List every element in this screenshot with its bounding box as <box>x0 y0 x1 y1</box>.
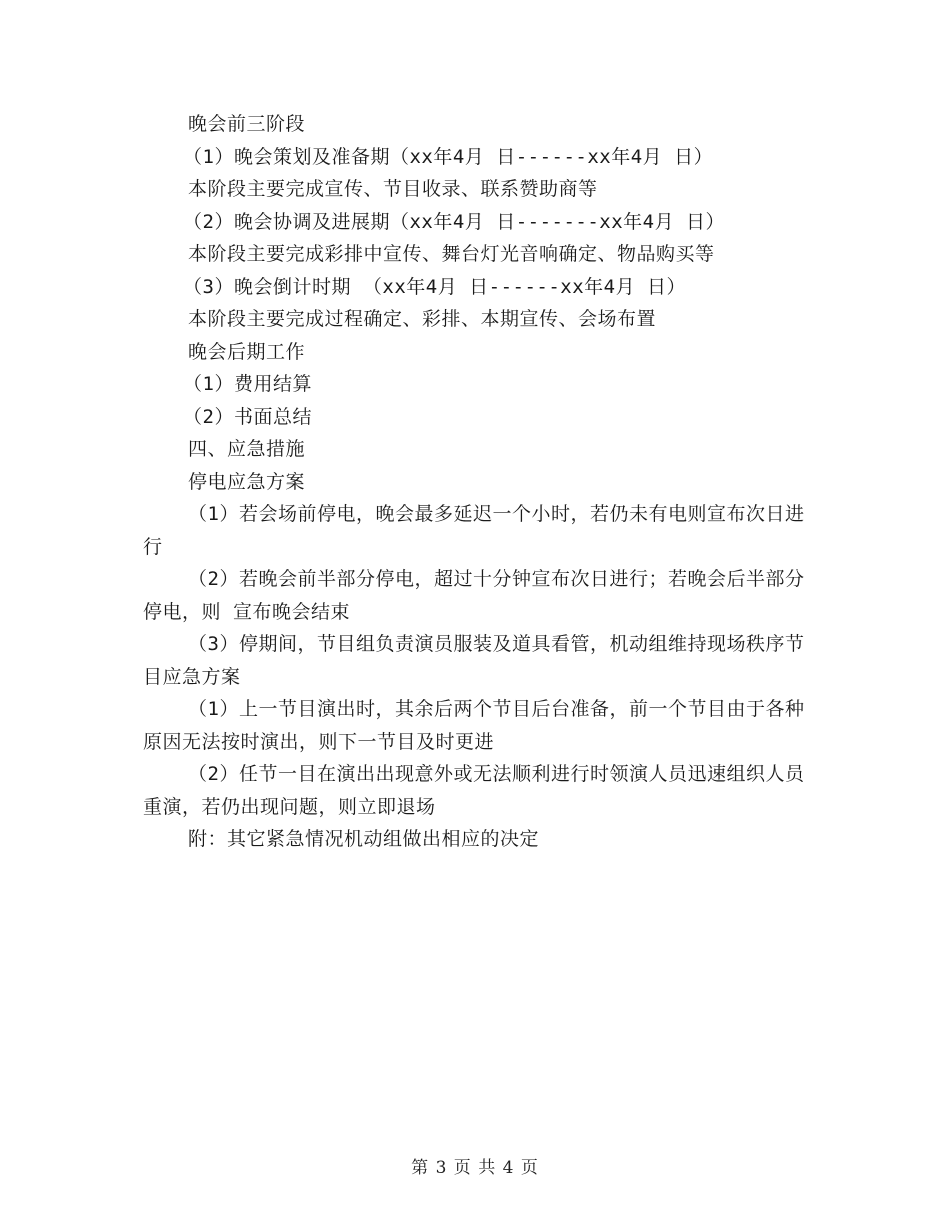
phase-2-heading: （2）晚会协调及进展期（xx年4月 日-------xx年4月 日） <box>183 210 726 233</box>
program-emergency-item-2: （2）任节一目在演出出现意外或无法顺利进行时领演人员迅速组织人员重演，若仍出现问题，则立即退场 <box>143 763 805 818</box>
document-body <box>143 108 807 856</box>
phase-3-description: 本阶段主要完成过程确定、彩排、本期宣传、会场布置 <box>188 308 657 330</box>
phase-1-description: 本阶段主要完成宣传、节目收录、联系赞助商等 <box>188 178 598 200</box>
appendix-note: 附：其它紧急情况机动组做出相应的决定 <box>188 828 540 850</box>
post-event-item-1: （1）费用结算 <box>183 373 312 395</box>
power-outage-item-1: （1）若会场前停电，晚会最多延迟一个小时，若仍未有电则宣布次日进行 <box>143 503 805 558</box>
program-emergency-item-1: （1）上一节目演出时，其余后两个节目后台准备，前一个节目由于各种原因无法按时演出，则下一节目及时更进 <box>143 698 805 753</box>
section-heading-pre-event: 晚会前三阶段 <box>188 113 306 135</box>
page-number-footer: 第 3 页 共 4 页 <box>411 1158 539 1178</box>
subsection-heading-power-outage: 停电应急方案 <box>188 470 306 493</box>
section-heading-post-event: 晚会后期工作 <box>188 340 306 363</box>
phase-1-heading: （1）晚会策划及准备期（xx年4月 日------xx年4月 日） <box>183 145 714 168</box>
power-outage-item-3: （3）停期间，节目组负责演员服装及道具看管，机动组维持现场秩序节目应急方案 <box>143 633 805 688</box>
phase-2-description: 本阶段主要完成彩排中宣传、舞台灯光音响确定、物品购买等 <box>188 243 715 265</box>
post-event-item-2: （2）书面总结 <box>183 405 312 428</box>
power-outage-item-2: （2）若晚会前半部分停电，超过十分钟宣布次日进行；若晚会后半部分停电，则 宣布晚会结束 <box>143 568 805 623</box>
section-heading-emergency: 四、应急措施 <box>188 438 306 460</box>
phase-3-heading: （3）晚会倒计时期 （xx年4月 日------xx年4月 日） <box>183 275 687 298</box>
